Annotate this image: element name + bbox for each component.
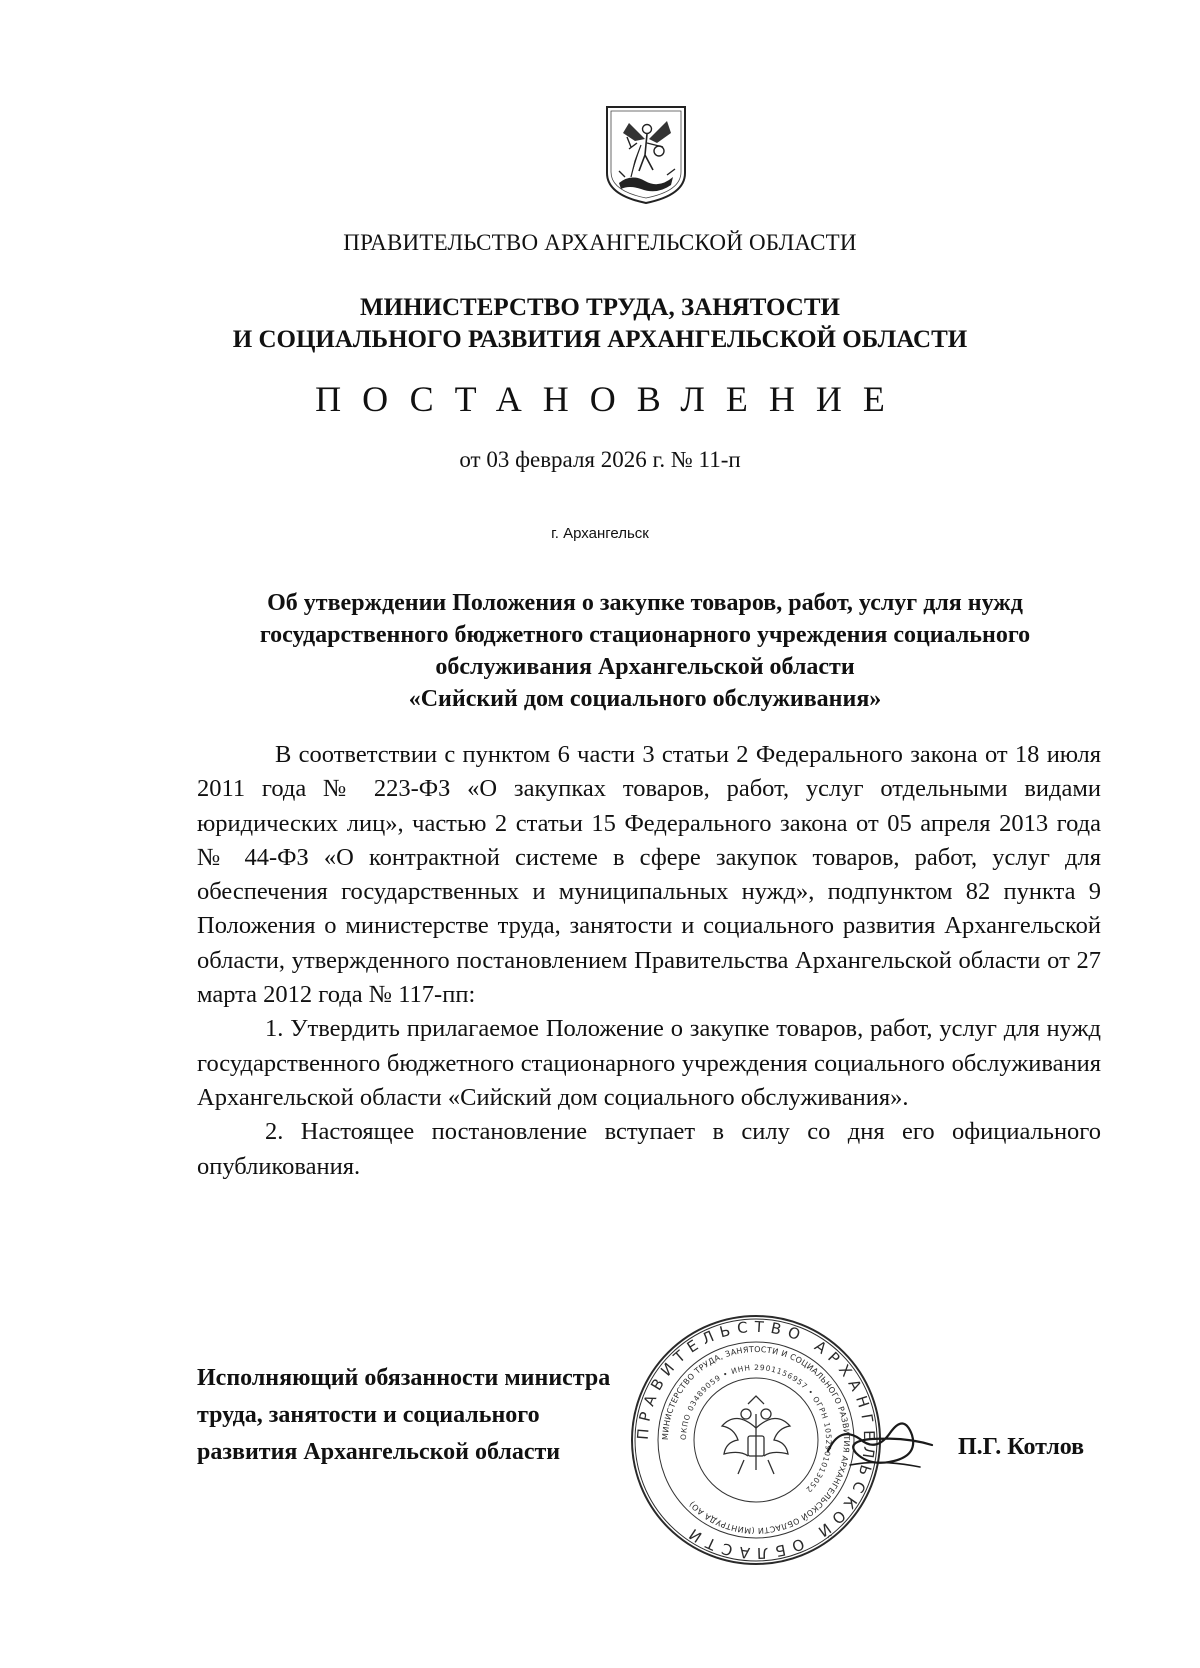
resolution-item-1: 1. Утвердить прилагаемое Положение о закупке товаров, работ, услуг для нужд государственного бюджетного стационарного учреждения социального обслуживания Архангельской области «Сийский дом социального обслуживания». — [197, 1015, 1101, 1111]
ministry-name-line1: МИНИСТЕРСТВО ТРУДА, ЗАНЯТОСТИ — [360, 294, 840, 321]
signatory-position-line2: труда, занятости и социального — [197, 1402, 540, 1428]
resolution-item-2: 2. Настоящее постановление вступает в силу со дня его официального опубликования. — [197, 1118, 1101, 1180]
seal-inner-text: МИНИСТЕРСТВО ТРУДА, ЗАНЯТОСТИ И СОЦИАЛЬНОГО РАЗВИТИЯ АРХАНГЕЛЬСКОЙ ОБЛАСТИ (МИНТРУДА АО) — [660, 1344, 852, 1536]
seal-ids-text: ОКПО 03489059 • ИНН 2901156957 • ОГРН 1052901013052 — [678, 1362, 834, 1495]
preamble-paragraph: В соответствии с пунктом 6 части 3 статьи 2 Федерального закона от 18 июля 2011 года № 223-ФЗ «О закупках товаров, работ, услуг отдельными видами юридических лиц», частью 2 статьи 15 Федерального закона от 05 апреля 2013 года № 44-ФЗ «О контрактной системе в сфере закупок товаров, работ, услуг для обеспечения государственных и муниципальных нужд», подпунктом 82 пункта 9 Положения о министерстве труда, занятости и социального развития Архангельской области, утвержденного постановлением Правительства Архангельской области от 27 марта 2012 года № 117-пп: — [197, 741, 1101, 1009]
document-title-line4: «Сийский дом социального обслуживания» — [408, 686, 882, 712]
document-body — [197, 738, 1101, 1184]
government-name: ПРАВИТЕЛЬСТВО АРХАНГЕЛЬСКОЙ ОБЛАСТИ — [343, 230, 857, 255]
signatory-position — [197, 1360, 610, 1471]
document-city: г. Архангельск — [551, 525, 649, 542]
document-date-number: от 03 февраля 2026 г. № 11-п — [459, 447, 741, 472]
document-title-line2: государственного бюджетного стационарного учреждения социального — [259, 622, 1031, 648]
signatory-position-line3: развития Архангельской области — [197, 1439, 561, 1465]
handwritten-signature-icon — [820, 1405, 940, 1485]
document-title-line3: обслуживания Архангельской области — [435, 654, 855, 680]
seal-outer-text: ПРАВИТЕЛЬСТВО АРХАНГЕЛЬСКОЙ ОБЛАСТИ — [633, 1317, 879, 1563]
document-title-line1: Об утверждении Положения о закупке товаров, работ, услуг для нужд — [267, 590, 1023, 616]
coat-of-arms-icon — [601, 103, 691, 207]
signatory-name: П.Г. Котлов — [958, 1434, 1085, 1460]
ministry-name — [0, 292, 1200, 356]
signatory-position-line1: Исполняющий обязанности министра — [197, 1365, 611, 1391]
document-type: ПОСТАНОВЛЕНИЕ — [315, 379, 906, 419]
document-title — [190, 587, 1100, 715]
ministry-name-line2: И СОЦИАЛЬНОГО РАЗВИТИЯ АРХАНГЕЛЬСКОЙ ОБЛАСТИ — [232, 326, 968, 353]
